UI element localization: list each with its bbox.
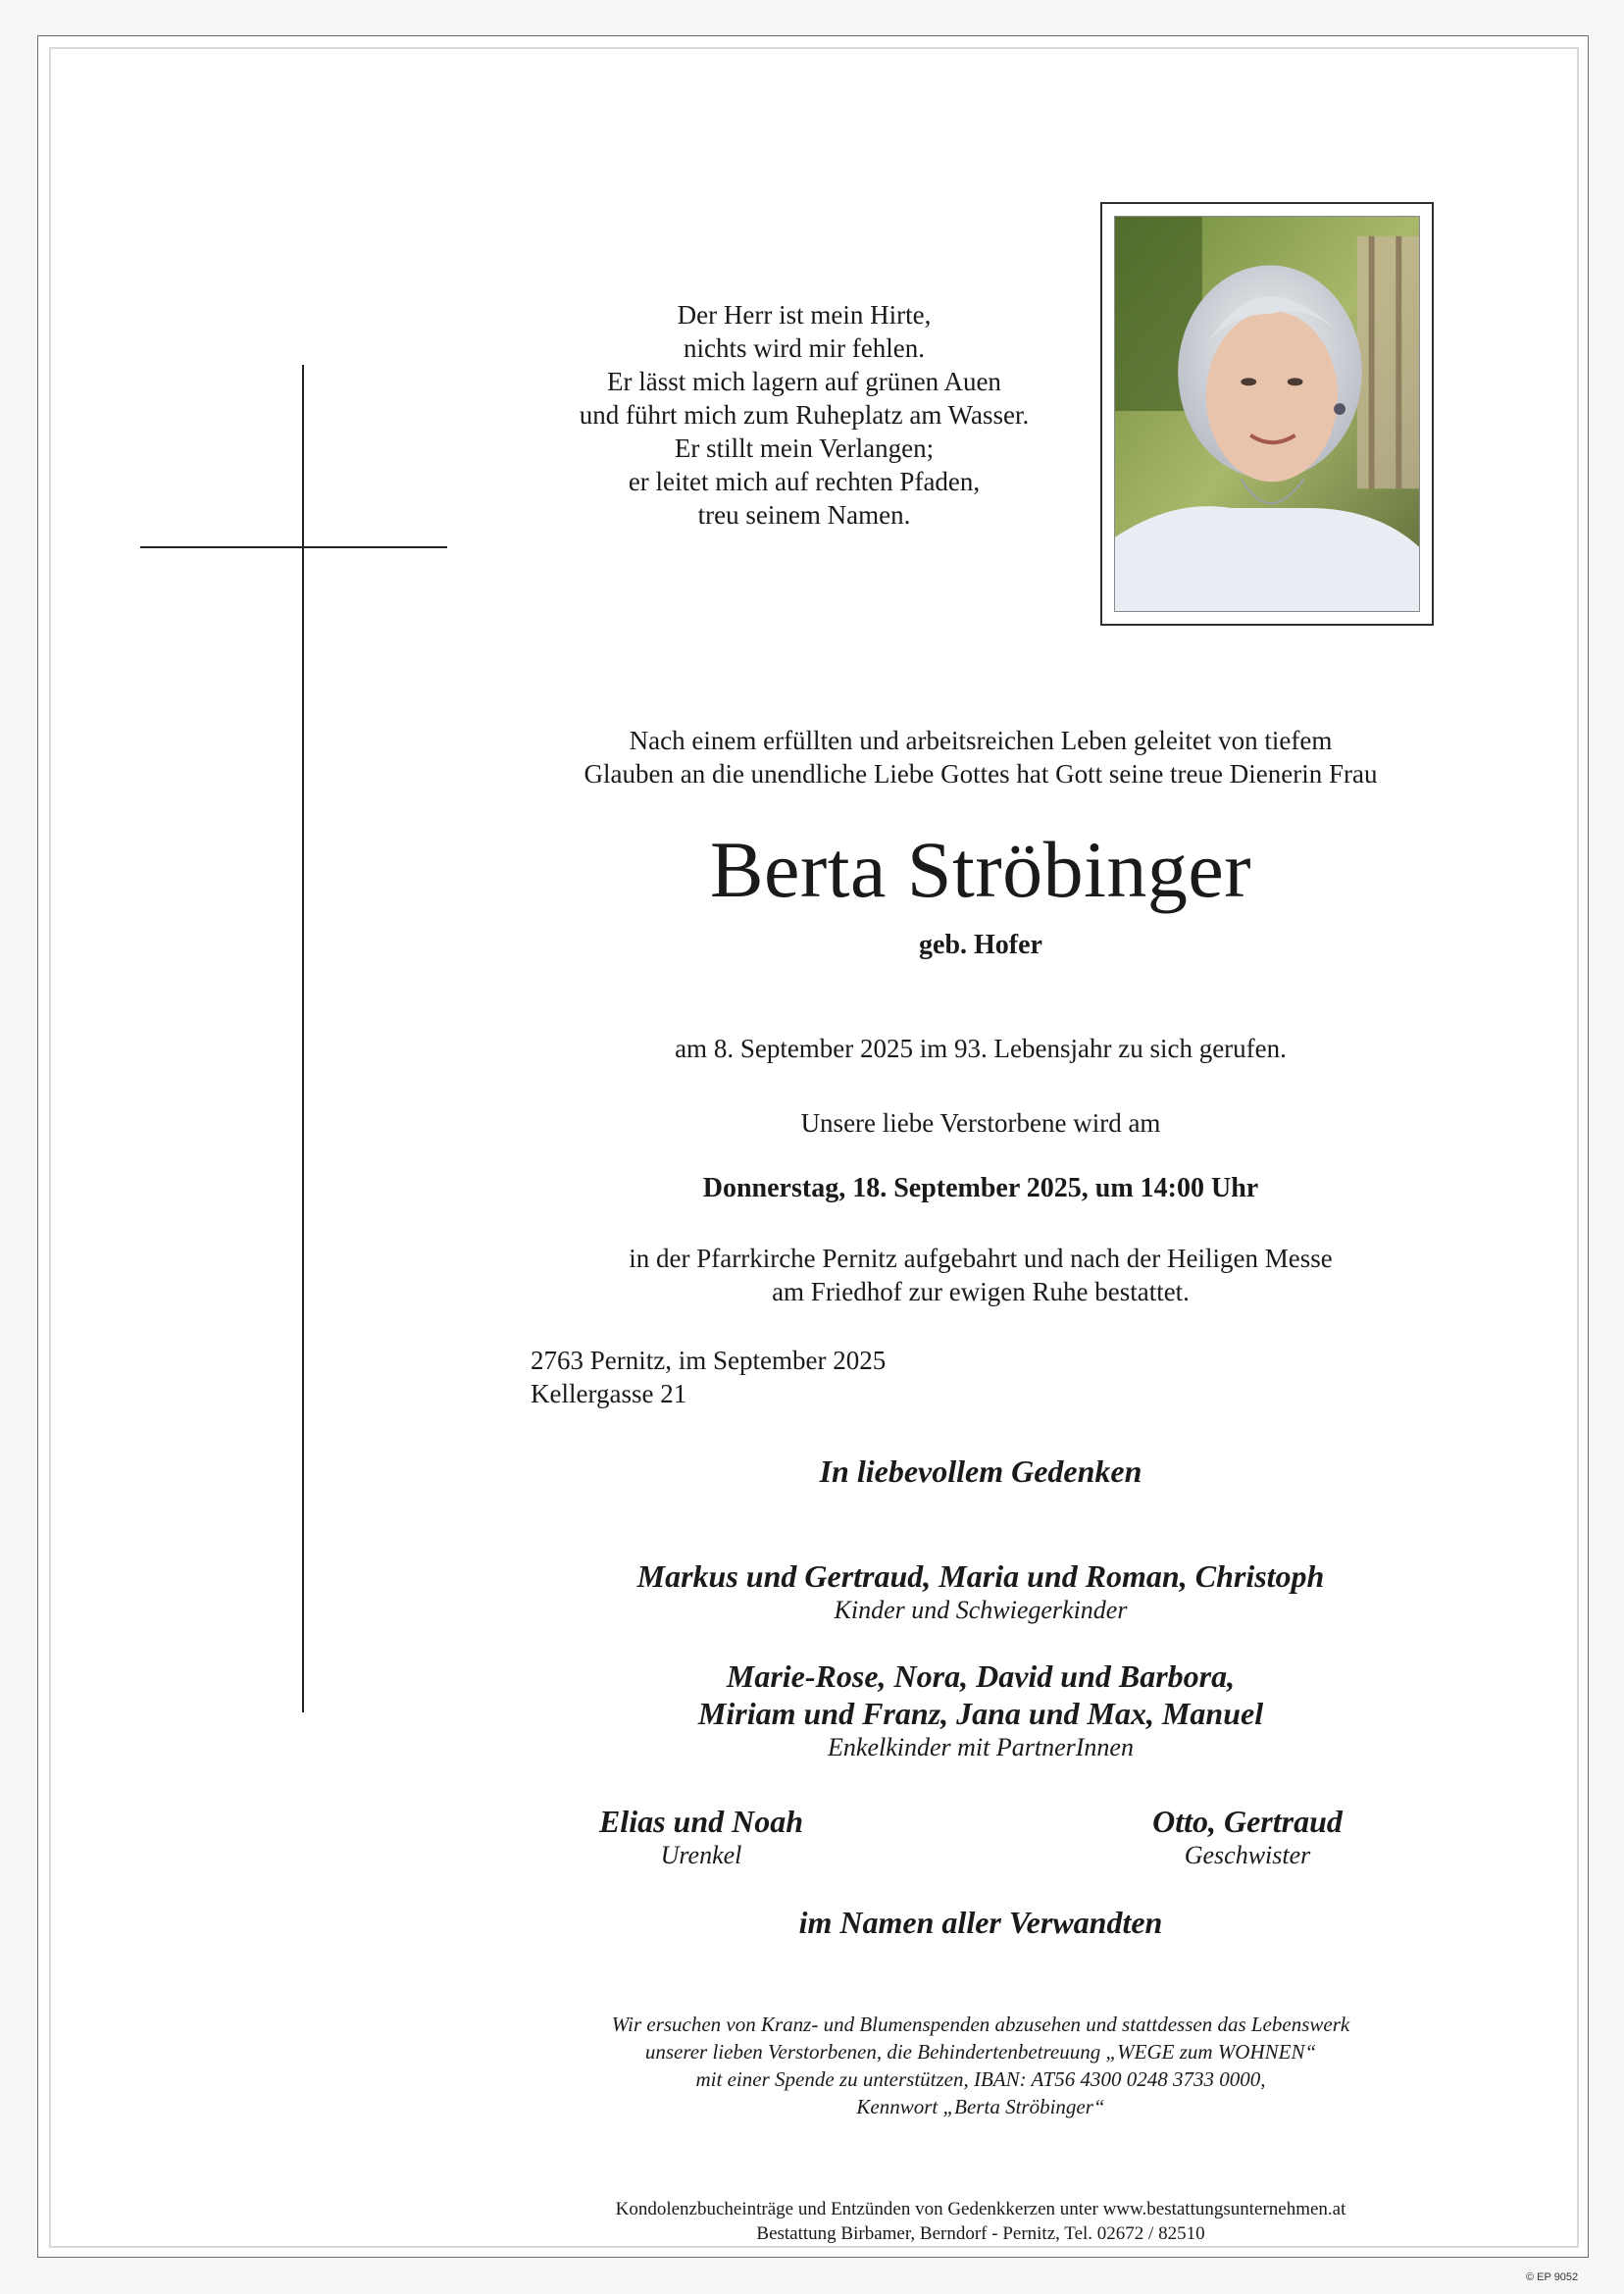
psalm-line: Der Herr ist mein Hirte,	[677, 300, 932, 330]
cross-vertical-bar	[302, 365, 304, 1712]
grandchildren-names: Miriam und Franz, Jana und Max, Manuel	[697, 1696, 1264, 1731]
psalm-line: er leitet mich auf rechten Pfaden,	[628, 467, 981, 496]
psalm-line: und führt mich zum Ruheplatz am Wasser.	[579, 400, 1030, 430]
place-and-address	[531, 1344, 886, 1410]
deceased-name: Berta Ströbinger	[709, 825, 1252, 914]
children-role: Kinder und Schwiegerkinder	[834, 1596, 1128, 1624]
request-line: Kennwort „Berta Ströbinger“	[856, 2095, 1105, 2118]
siblings-names: Otto, Gertraud	[1152, 1804, 1343, 1839]
psalm-line: Er stillt mein Verlangen;	[674, 433, 935, 463]
footer-line: Bestattung Birbamer, Berndorf - Pernitz, Tel. 02672 / 82510	[756, 2223, 1205, 2244]
memory-heading: In liebevollem Gedenken	[819, 1453, 1142, 1489]
maiden-name: geb. Hofer	[919, 930, 1042, 960]
grandchildren-names: Marie-Rose, Nora, David und Barbora,	[726, 1658, 1236, 1694]
intro-line: Nach einem erfüllten und arbeitsreichen Leben geleitet von tiefem	[629, 726, 1333, 755]
church-line: in der Pfarrkirche Pernitz aufgebahrt und nach der Heiligen Messe	[629, 1244, 1333, 1273]
portrait-photo	[1114, 216, 1420, 612]
children-group	[490, 1557, 1471, 1626]
place-date-line: 2763 Pernitz, im September 2025	[531, 1346, 887, 1375]
psalm-line: treu seinem Namen.	[697, 500, 911, 530]
psalm-line: Er lässt mich lagern auf grünen Auen	[607, 367, 1001, 396]
intro-line: Glauben an die unendliche Liebe Gottes hat Gott seine treue Dienerin Frau	[584, 759, 1378, 789]
intro-text	[490, 724, 1471, 790]
request-line: mit einer Spende zu unterstützen, IBAN: AT56 4300 0248 3733 0000,	[695, 2067, 1266, 2091]
siblings-group	[1100, 1803, 1395, 1871]
psalm-verse	[530, 298, 1079, 532]
church-text	[490, 1242, 1471, 1308]
grandchildren-group	[490, 1657, 1471, 1763]
portrait-photo-frame	[1100, 202, 1434, 626]
psalm-line: nichts wird mir fehlen.	[684, 333, 925, 363]
footer	[490, 2197, 1471, 2246]
address-line: Kellergasse 21	[531, 1379, 687, 1408]
death-line: am 8. September 2025 im 93. Lebensjahr zu sich gerufen.	[675, 1034, 1287, 1063]
siblings-role: Geschwister	[1184, 1841, 1311, 1869]
great-grandchildren-group	[554, 1803, 848, 1871]
laid-out-line: Unsere liebe Verstorbene wird am	[800, 1108, 1161, 1138]
children-names: Markus und Gertraud, Maria und Roman, Christoph	[636, 1558, 1325, 1594]
print-code: © EP 9052	[1526, 2271, 1579, 2283]
donation-request	[490, 2011, 1471, 2120]
cross-horizontal-bar	[140, 546, 447, 548]
funeral-date: Donnerstag, 18. September 2025, um 14:00 Uhr	[702, 1173, 1259, 1203]
request-line: unserer lieben Verstorbenen, die Behindertenbetreuung „WEGE zum WOHNEN“	[644, 2040, 1317, 2064]
grandchildren-role: Enkelkinder mit PartnerInnen	[828, 1733, 1134, 1761]
request-line: Wir ersuchen von Kranz- und Blumenspenden abzusehen und stattdessen das Lebenswerk	[611, 2013, 1350, 2036]
church-line: am Friedhof zur ewigen Ruhe bestattet.	[772, 1277, 1190, 1306]
great-grandchildren-names: Elias und Noah	[598, 1804, 804, 1839]
great-grandchildren-role: Urenkel	[660, 1841, 742, 1869]
footer-line: Kondolenzbucheinträge und Entzünden von Gedenkkerzen unter www.bestattungsunternehmen.at	[615, 2199, 1346, 2219]
all-relatives-line: im Namen aller Verwandten	[798, 1905, 1163, 1940]
